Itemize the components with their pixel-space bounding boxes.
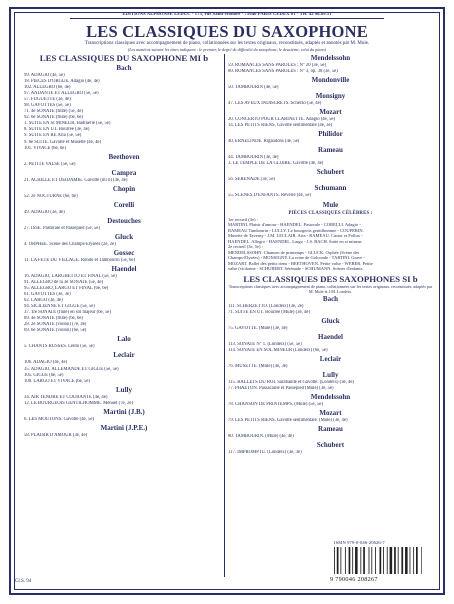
work-item: 92. 6e SONATE (flûte) (6e, 6e) xyxy=(24,115,83,121)
work-item: 111. SCHERZETTO. (Londeix) (3e, 2e) xyxy=(228,303,304,309)
work-item: 12. LE BOURGEOIS GENTILHOMME. Menuet (7e, 2e) xyxy=(24,400,133,406)
work-item: 52. 2e NOCTURNE (6e, 6e) xyxy=(24,193,78,199)
barcode-bar xyxy=(334,547,335,574)
work-item: 40. ERNELINDE. Rigaudons (4e, 5e) xyxy=(228,139,300,145)
composer-heading: Leclair xyxy=(113,351,135,360)
work-item: 47. LES AVEUX INDISCRETS. Scherzo (5e, 4e) xyxy=(228,101,322,107)
work-item: 20. CONCERTO POUR CLARINETTE. Adagio (4e, 5e) xyxy=(228,117,336,123)
catalogue-code: Cl.S. 94 xyxy=(15,579,32,584)
work-item: 35. ADAGIO, ALLEMANDE ET GIGUE (5e, 5e) xyxy=(24,366,119,372)
composer-heading: Lalo xyxy=(117,335,131,344)
work-item: 79. LES PETITS RIENS. Gavotte sentimentale. (Mule) (3e, 4e) xyxy=(228,417,348,423)
composer-heading: Corelli xyxy=(113,200,135,209)
column-divider xyxy=(224,54,225,577)
composer-heading: Philidor xyxy=(318,130,343,139)
composer-heading: Schubert xyxy=(316,168,345,177)
work-item: 94. SICILIENNE ET GIGUE (5e, 5e) xyxy=(24,304,95,310)
work-item: 55. SCÈNES D'ENFANTS. Rêverie (4e, 5e) xyxy=(228,193,312,199)
page-subtitle: Transcriptions classiques avec accompagnement de piano, collationnées sur les textes originaux, reconstitués, adaptés et annotés par M. Mule. xyxy=(84,41,370,46)
work-item: 117. IMPROMPTU. (Londeix) (3e, 3e) xyxy=(228,450,302,456)
barcode-bar xyxy=(352,547,353,574)
composer-heading: Mozart xyxy=(319,108,342,117)
composer-heading: Destouches xyxy=(107,216,141,225)
composer-heading: Schubert xyxy=(316,441,345,450)
work-item: 71. SUITE EN UT. Bourrée (Mule) (3e, 4e) xyxy=(228,309,310,315)
barcode-bar xyxy=(410,547,411,574)
composer-heading: Gluck xyxy=(321,316,340,325)
composer-heading: Bach xyxy=(116,64,132,72)
composer-heading: Mondonville xyxy=(311,76,350,85)
publisher-line: EDITIONS ALPHONSE LEDUC - 175, rue Saint-Honoré - 75040 PARIS CEDEX 01 - Tél. 42 96.89.11 xyxy=(122,11,332,16)
composer-heading: Chopin xyxy=(112,184,136,193)
composer-heading: Mozart xyxy=(319,408,342,417)
barcode-bar xyxy=(421,547,422,574)
collection-line: MOZART. Ballet des petits riens - BEETHOVEN. Petite valse - WEBER. Petite xyxy=(228,260,373,266)
barcode-bar xyxy=(380,547,382,574)
collection-line: MENDELSSOHN. Chanson de printemps - GLUCK. Orphée (Scène des xyxy=(228,249,360,255)
work-item: 50. TAMBOURIN (4e, 5e) xyxy=(228,85,279,91)
barcode-bar xyxy=(390,547,393,574)
composer-heading: Leclair xyxy=(319,354,342,363)
work-item: 21. ACHILLE ET DEIDAMIE. Gavotte (mi b) (4e, 4e) xyxy=(24,177,128,183)
ismn-label: ISMN 979-0-046-20626-7 xyxy=(334,540,385,545)
work-item: 44. TAMBOURIN (3e, 4e) xyxy=(228,155,279,161)
barcode-bar xyxy=(413,547,414,574)
composer-heading: Schumann xyxy=(314,184,347,193)
work-item: 78. CHANSON DE PRINTEMPS. (Mule) (5e, 5e) xyxy=(228,401,323,407)
work-item: 113. SONATE N° 1. (Londeix) (5e, 5e) xyxy=(228,341,302,347)
work-item: 102. ALLEGRO (6e, 4e) xyxy=(24,85,71,91)
composer-heading: Mule xyxy=(322,200,339,209)
collection-line: MARTINI. Plaisir d'amour - HAENDEL. Pastorale - CORELLI. Adagio - xyxy=(228,222,361,228)
barcode-bar xyxy=(375,547,376,574)
barcode-bar xyxy=(355,547,358,574)
composer-heading: Martini (J.P.E.) xyxy=(100,423,148,432)
work-item: 98. GAVOTTES (5e, 5e) xyxy=(24,103,71,109)
work-item: 61. GAVOTTES (3e, 3e) xyxy=(24,292,71,298)
work-item: 80. TAMBOURIN. (Mule) (4e, 4e) xyxy=(228,433,294,439)
composer-heading: Mendelssohn xyxy=(310,54,351,62)
collection-line: RAMEAU Tambourin - LULLY. Le bourgeois gentilhomme - COUPERIN. xyxy=(228,227,364,233)
work-item: 9. SUITE EN RÉ Aria (5e, 5e) xyxy=(24,133,82,139)
work-item: 56. SÉRÉNADE (3e, 5e) xyxy=(228,177,275,183)
composer-heading: Haendel xyxy=(111,264,137,273)
work-item: 27. ISSÉ. Pastorale et Passepied (5e, 5e) xyxy=(24,225,100,231)
barcode-bar xyxy=(345,547,346,574)
work-item: 106. ADAGIO (4e, 4e) xyxy=(24,360,68,366)
barcode-bar xyxy=(369,547,370,574)
work-item: 99. ADAGIO (4e, 5e) xyxy=(24,73,65,78)
barcode-image xyxy=(334,547,422,574)
right-column xyxy=(228,53,433,456)
work-item: 9. 6e SUITE. Gavotte et Musette (4e, 4e) xyxy=(24,139,102,145)
work-item: 75. GAVOTTE. (Mule) (3e, 4e) xyxy=(228,325,288,331)
work-item: 62. LARGO (3e, 4e) xyxy=(24,298,63,304)
work-item: 14. LES PETITS RIENS. Gavotte sentimentale (4e, 3e) xyxy=(228,123,333,129)
section-title-mib: LES CLASSIQUES DU SAXOPHONE MI b xyxy=(39,53,209,63)
barcode-bar xyxy=(416,547,418,574)
barcode-bar xyxy=(349,547,351,574)
barcode-bar xyxy=(405,547,408,574)
collection-line: 2e recueil (3e, 5e) : xyxy=(228,244,263,250)
work-item: 95. ALLEGRO, LARGO ET FINAL (6e, 6e) xyxy=(24,286,109,292)
work-item: 71. 4e SONATE (flûte) (5e, 4e) xyxy=(24,109,83,115)
work-item: 4. ORPHÉE. Scène des Champs-Elysées (2e, 2e) xyxy=(24,241,116,247)
barcode-bar xyxy=(394,547,396,574)
composer-heading: Martini (J.B.) xyxy=(103,407,145,416)
composer-heading: Bach xyxy=(322,294,339,303)
collection-line: valse (violonne - SCHUBERT. Sérénade - SCHUMANN. Scènes d'enfants. xyxy=(228,266,364,272)
work-item: 1. SUITE EN SI MINEUR. Badinerie (5e, 5e) xyxy=(24,121,111,127)
composer-heading: Haendel xyxy=(318,332,343,341)
work-item: 76. MUSETTE. (Mule) (4e, 3e) xyxy=(228,363,288,369)
section-title-sib: LES CLASSIQUES DES SAXOPHONES SI b xyxy=(243,273,418,284)
barcode-bar xyxy=(360,547,361,574)
difficulty-note: (Les numéros suivant les titres indiquent : le premier, le degré de difficulté du saxophone, le deuxième, celui du piano) xyxy=(127,47,327,52)
work-item: 49. ADAGIO (3e, 4e) xyxy=(24,209,65,215)
composer-heading: Lully xyxy=(322,370,339,379)
barcode-number: 9 790046 208267 xyxy=(330,576,378,583)
work-item: 57. FUGUETTE (3e, 4e) xyxy=(24,97,71,103)
barcode-bar xyxy=(340,547,341,574)
mule-collection-heading: PIÈCES CLASSIQUES CÉLÈBRES : xyxy=(288,210,373,216)
section-description-sib: Transcriptions classiques avec accompagnement de piano, collationnées sur les textes originaux, reconstitués, adaptés par M. Mule et J.M. Londeix. xyxy=(228,283,433,294)
composer-heading: Campra xyxy=(111,168,137,177)
composer-heading: Monsigny xyxy=(315,92,346,101)
composer-heading: Gossec xyxy=(113,248,135,257)
barcode-bar xyxy=(398,547,399,574)
composer-heading: Gluck xyxy=(114,232,134,241)
work-item: 18. PIÈCES D'ORGUE. Adagio (4e, 4e) xyxy=(24,79,100,85)
barcode-bar xyxy=(387,547,388,574)
composer-heading: Lully xyxy=(116,385,132,394)
collection-line: 1er recueil (3e) : xyxy=(228,216,258,222)
work-item: 91. ALLEGRO de la 3e SONATE (5e, 4e) xyxy=(24,279,104,285)
barcode-bar xyxy=(383,547,384,574)
collection-line: Champs-Elysées) - MONSIGNY. La reine de Golconde - TARTINI. Grave - xyxy=(228,255,365,261)
page-title: LES CLASSIQUES DU SAXOPHONE xyxy=(86,22,368,41)
work-item: 28. 2e SONATE (violon) (7e, 4e) xyxy=(24,322,87,328)
work-item: 114. SONATE EN SOL MINEUR (Londeix) (6e, 5e) xyxy=(228,347,328,353)
work-item: 69. 6e SONATE (violon) (6e, 5e) xyxy=(24,328,87,334)
composer-heading: Beethoven xyxy=(108,152,140,161)
composer-heading: Rameau xyxy=(318,424,343,433)
composer-heading: Mendelssohn xyxy=(310,392,351,401)
work-item: 105. GIGUE (6e, 5e) xyxy=(24,372,64,378)
barcode-bar xyxy=(371,547,372,574)
left-column xyxy=(24,53,224,439)
collection-line: Musette de Taverny - J.M. LECLAIR. Aria - RAMEAU. Castor et Pollux - xyxy=(228,233,363,239)
barcode-bar xyxy=(337,547,339,574)
work-item: 11. LA FÊTE DU VILLAGE. Rondo et Tambourin (5e, 6e) xyxy=(24,257,136,263)
work-item: 6. LES MOUTONS. Gavotte (4e, 5e) xyxy=(24,416,94,422)
work-item: 97. ANDANTE ET ALLEGRO (5e, 5e) xyxy=(24,91,99,97)
work-item: 2. PETITE VALSE (5e, 5e) xyxy=(24,161,76,167)
barcode-bar xyxy=(401,547,403,574)
header-divider xyxy=(70,18,384,19)
work-item: 80. ROMANCES SANS PAROLES : N° 3, op. 38 (3e, 5e) xyxy=(228,69,338,75)
work-item: 77. PHAETON. Passacaille et Passepied (Mule) (3e, 5e) xyxy=(228,385,334,391)
work-item: 37. 1re SONATE (flûte) en sol majeur (6e, 5e) xyxy=(24,310,111,316)
work-item: 89. 4e SONATE (flûte) (6e, 6e) xyxy=(24,316,83,322)
work-item: 59. ROMANCES SANS PAROLES : N° 20 (3e, 5e) xyxy=(228,63,327,68)
work-item: 5. CHANTS RUSSES. Lento (5e, 5e) xyxy=(24,344,95,350)
work-item: 115. BALLETS DU ROI. Sarabande et Gavotte. (Londeix) (3e, 4e) xyxy=(228,379,354,385)
collection-line: HAENDEL. Allegro - HAENDEL. Largo - J.S. BACH. Suite en si mineur. xyxy=(228,238,363,244)
work-item: 16. ADAGIO, LARGHETTO ET FINAL (5e, 5e) xyxy=(24,273,117,279)
work-item: 58. PLAISIR D'AMOUR (3e, 4e) xyxy=(24,432,88,438)
work-item: 101. VIVACE (6e, 6e) xyxy=(24,145,66,151)
work-item: 8. SUITE EN UT. Bourrée (3e, 4e) xyxy=(24,127,90,133)
work-item: 100. LARGO ET VIVACE (6e, 5e) xyxy=(24,378,91,384)
composer-heading: Rameau xyxy=(318,146,343,155)
barcode-bar xyxy=(363,547,365,574)
work-item: 3. LE TEMPLE DE LA GLOIRE. Gavotte (4e, 4e) xyxy=(228,161,324,167)
work-item: 34. AIR TENDRE ET COURANTE (4e, 4e) xyxy=(24,394,108,400)
